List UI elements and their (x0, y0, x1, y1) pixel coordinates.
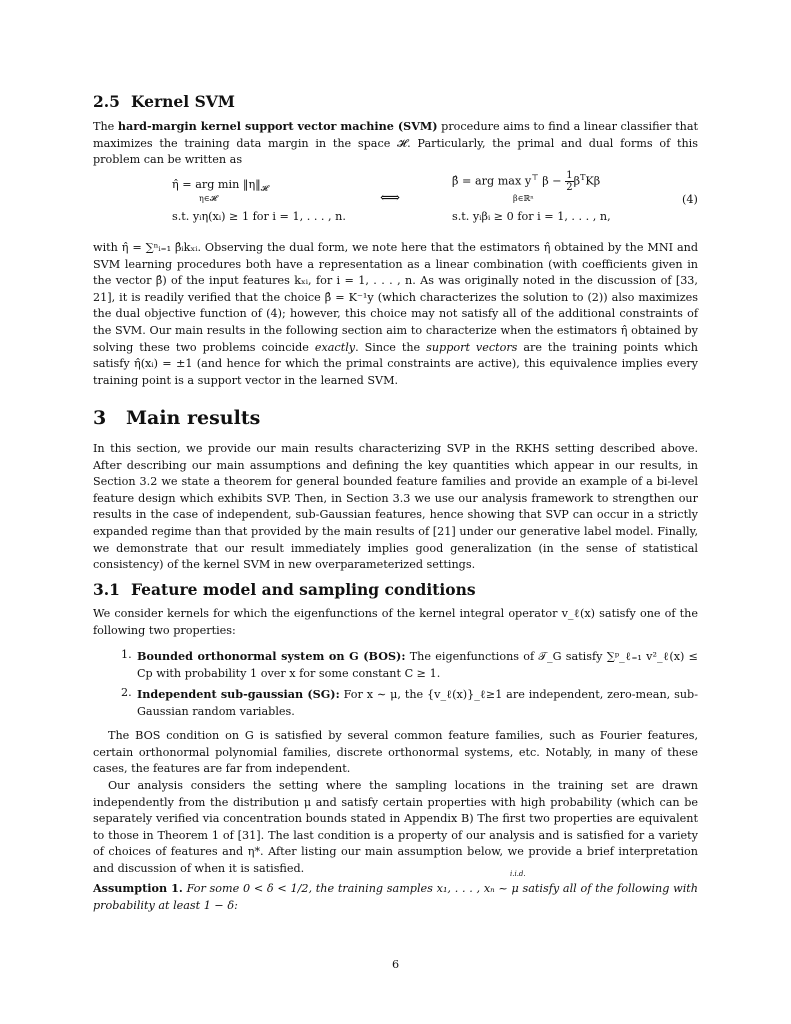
exactly-emph: exactly (314, 340, 356, 354)
main-results-paragraph: In this section, we provide our main results characterizing SVP in the RKHS setting described above. After describing our main assumptions and defining the key quantities which appear in our results, in Section 3.2 we state a theorem for general bounded feature families and provide an example of a bi-level feature design which exhibits SVP. Then, in Section 3.3 we use our analysis framework to strengthen our results in the case of independent, sub-Gaussian features, hence showing that SVP can occur in a strictly expanded regime than that provided by the main results of [21] under our generative label model. Finally, we demonstrate that our result immediately implies good generalization (in the sense of statistical consistency) of the kernel SVM in new overparameterized settings. (93, 442, 698, 572)
bos-paragraph: The BOS condition on G is satisfied by several common feature families, such as Fourier features, certain orthonormal polynomial families, discrete orthonormal systems, etc. Notably, in many of these cases, the features are far from independent. (93, 729, 698, 776)
list-number: 1. (121, 648, 132, 661)
eq-right-constraint: s.t. yᵢβᵢ ≥ 0 for i = 1, . . . , n, (452, 210, 611, 223)
feature-model-intro: We consider kernels for which the eigenfunctions of the kernel integral operator v_ℓ(x) satisfy one of the following two properties: (93, 607, 698, 637)
section-title: Kernel SVM (131, 92, 235, 111)
equivalence-arrow: ⟺ (380, 190, 401, 206)
section-number: 2.5 (93, 92, 120, 111)
eq-left-objective: η̂ = arg $\min ‖\eta‖_𝓗$ (172, 178, 268, 193)
eq-right-under: β∈ℝⁿ (513, 194, 534, 203)
section-title: Main results (126, 407, 261, 429)
intro-pre: The (93, 120, 118, 133)
section-3-heading (93, 407, 698, 429)
list-item-bos (121, 648, 698, 682)
section-title: Feature model and sampling conditions (131, 580, 476, 599)
eq-left-constraint: s.t. yᵢη(xᵢ) ≥ 1 for i = 1, . . . , n. (172, 210, 346, 223)
iid-marker: i.i.d. (510, 870, 526, 878)
sg-text: For x ∼ μ, the {v_ℓ(x)}_ℓ≥1 are independent, zero-mean, sub-Gaussian random variables. (137, 688, 698, 718)
list-item-sg (121, 686, 698, 720)
page-number: 6 (391, 958, 400, 971)
svm-bold-term: hard-margin kernel support vector machine (SVM) (117, 119, 438, 133)
analysis-paragraph: Our analysis considers the setting where the sampling locations in the training set are drawn independently from the distribution μ and satisfy certain properties with high probability (which can be separately verified via concentration bounds stated in Appendix B) The first two properties are equivalent to those in Theorem 1 of [31]. The last condition is a property of our analysis and is satisfied for a variety of choices of features and η*. After listing our main assumption below, we provide a brief interpretation and discussion of when it is satisfied. (93, 779, 698, 875)
section-2-5-heading (93, 92, 698, 111)
list-number: 2. (121, 686, 132, 699)
bos-label: Bounded orthonormal system on G (BOS): (137, 649, 406, 663)
svm-intro-paragraph (93, 118, 698, 169)
section-3-1-heading (93, 580, 698, 599)
para2-end: are the training points which satisfy η̂(xᵢ) = ±1 (and hence for which the primal constraints are active), this equivalence implies every training point is a support vector in the learned SVM. (93, 340, 699, 387)
para2-mid: . Since the (355, 340, 421, 354)
equation-number: (4) (682, 193, 698, 206)
section-number: 3.1 (93, 580, 120, 599)
sg-label: Independent sub-gaussian (SG): (137, 687, 340, 701)
section-number: 3 (93, 407, 107, 429)
intro-post: procedure aims to find a linear classifier that maximizes the training data margin in the space 𝓗. Particularly, the primal and dual forms of this problem can be written as (93, 120, 698, 167)
assumption-1 (93, 880, 698, 914)
eq-left-under: η∈𝓗 (199, 194, 217, 203)
para2-rest: and SVM learning procedures both have a representation as a linear combination (with coefficients given in the vector β̂) of the input features kₓᵢ, for i = 1, . . . , n. As was originally noted in the discussion of [33, 21], it is readily verified that the choice β̂ = K⁻¹y (which characterizes the solution to (2)) also maximizes the dual objective function of (4); however, this choice may not satisfy all of the additional constraints of the SVM. Our main results in the following section aim to characterize when the estimators η̂ obtained by solving these two problems coincide (93, 241, 698, 354)
eq-right-objective: β̂ = arg max y⊤ β − $\frac{1}{2}$ $\beta^TK\beta$ (452, 170, 601, 193)
assumption-text: For some 0 < δ < 1/2, the training samples x₁, . . . , xₙ ~ μ satisfy all of the following with probability at least 1 − δ: (93, 882, 698, 912)
dual-form-paragraph (93, 240, 698, 389)
assumption-label: Assumption 1. (93, 881, 183, 895)
bos-text: The eigenfunctions of 𝒯_G satisfy ∑ᵖ_ℓ₌₁ v²_ℓ(x) ≤ Cp with probability 1 over x for some constant C ≥ 1. (137, 650, 698, 680)
support-vectors-emph: support vectors (426, 340, 518, 354)
para2-line1: with η̂ = ∑ⁿᵢ₌₁ β̂ᵢkₓᵢ. Observing the dual form, we note here that the estimators η̂ obtained by the MNI (93, 241, 674, 254)
